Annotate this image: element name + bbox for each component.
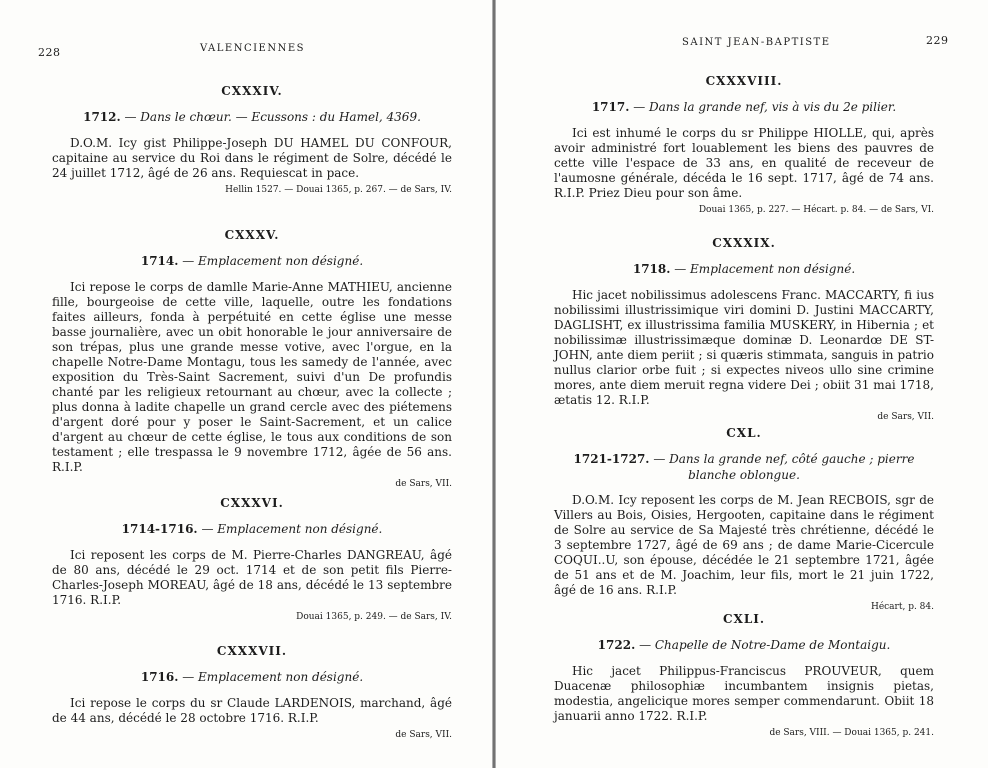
entry-year: 1716.	[140, 670, 179, 684]
entry-source: de Sars, VII.	[395, 729, 452, 740]
left-page	[0, 0, 492, 768]
entry-heading	[52, 254, 452, 270]
entry-number: CXXXVIII.	[705, 74, 783, 88]
entry-number: CXXXVI.	[220, 496, 284, 510]
entry	[52, 496, 452, 622]
entry-body: Ici reposent les corps de M. Pierre-Charles DANGREAU, âgé de 80 ans, décédé le 29 oct. 1714 et de son petit fils Pierre-Charles-Joseph MOREAU, âgé de 18 ans, décédé le 13 septembre 1716. R.I.P.	[52, 547, 452, 607]
entry-body: Ici repose le corps du sr Claude LARDENOIS, marchand, âgé de 44 ans, décédé le 28 octobre 1716. R.I.P.	[52, 695, 452, 725]
entry-location: — Emplacement non désigné.	[197, 522, 383, 536]
entry-heading	[554, 452, 934, 483]
entry-source: de Sars, VII.	[877, 411, 934, 422]
entry-heading	[52, 522, 452, 538]
entry-body: Hic jacet Philippus-Franciscus PROUVEUR, quem Duacenæ philosophiæ incumbantem insignis pietas, modestia, angelicique mores semper commendarunt. Obiit 18 januarii anno 1722. R.I.P.	[554, 663, 934, 723]
running-head: VALENCIENNES	[200, 43, 306, 54]
entry-number: CXL.	[726, 426, 762, 440]
entry-location: — Emplacement non désigné.	[178, 254, 364, 268]
entry-location: — Dans le chœur. — Ecussons : du Hamel, 4369.	[120, 110, 421, 124]
entry-number: CXXXVII.	[216, 644, 288, 658]
entry-body: Ici est inhumé le corps du sr Philippe HIOLLE, qui, après avoir administré fort louablement les biens des pauvres de cette ville l'espace de 33 ans, en qualité de receveur de l'aumosne générale, décéda le 16 sept. 1717, âgé de 74 ans. R.I.P. Priez Dieu pour son âme.	[554, 125, 934, 200]
entry	[554, 74, 934, 215]
entry-location: — Emplacement non désigné.	[178, 670, 364, 684]
entry-location: — Dans la grande nef, côté gauche ; pierre blanche oblongue.	[649, 452, 915, 482]
entry	[554, 426, 934, 612]
entry	[554, 236, 934, 422]
page-number: 228	[38, 46, 61, 59]
entry-source: de Sars, VII.	[395, 478, 452, 489]
entry	[52, 228, 452, 489]
entry-heading	[52, 670, 452, 686]
entry-number: CXXXIV.	[221, 84, 283, 98]
entry-heading	[554, 262, 934, 278]
entry-year: 1714-1716.	[121, 522, 198, 536]
entry-heading	[554, 638, 934, 654]
entry-location: — Dans la grande nef, vis à vis du 2e pilier.	[629, 100, 897, 114]
entry-year: 1714.	[140, 254, 179, 268]
entry-heading	[554, 100, 934, 116]
entry-body: Ici repose le corps de damlle Marie-Anne MATHIEU, ancienne fille, bourgeoise de cette ville, laquelle, outre les fondations faites ailleurs, fonda à perpétuité en cette église une messe basse journalière, avec un obit honorable le jour anniversaire de son trépas, plus une grande messe votive, avec l'orgue, en la chapelle Notre-Dame Montagu, tous les samedy de l'année, avec exposition du Très-Saint Sacrement, suivi d'un De profundis chanté par les religieux retournant au chœur, avec la collecte ; plus donna à ladite chapelle un grand cercle avec des piétemens d'argent doré pour y poser le Saint-Sacrement, et un calice d'argent au chœur de cette église, le tous aux conditions de son testament ; elle trespassa le 9 novembre 1712, âgée de 56 ans. R.I.P.	[52, 279, 452, 474]
entry-source: de Sars, VIII. — Douai 1365, p. 241.	[769, 727, 934, 738]
right-page	[496, 0, 988, 768]
entry	[554, 612, 934, 738]
entry-year: 1721-1727.	[573, 452, 650, 466]
entry-location: — Chapelle de Notre-Dame de Montaigu.	[635, 638, 891, 652]
entry-year: 1712.	[83, 110, 121, 124]
entry	[52, 84, 452, 195]
entry-body: Hic jacet nobilissimus adolescens Franc. MACCARTY, fi ius nobilissimi illustrissimique viri domini D. Justini MACCARTY, DAGLISHT, ex illustrissima familia MUSKERY, in Hibernia ; et nobilissimæ illustrissimæque dominæ D. Leonardœ DE ST-JOHN, ante diem periit ; si quæris stimmata, sanguis in patrio nullus clarior orbe fuit ; si expectes niveos ullo sine crimine mores, ante diem meruit regna videre Dei ; obiit 31 mai 1718, ætatis 12. R.I.P.	[554, 287, 934, 407]
entry-source: Douai 1365, p. 227. — Hécart. p. 84. — de Sars, VI.	[698, 204, 934, 215]
entry-year: 1718.	[632, 262, 671, 276]
entry-heading	[52, 110, 452, 126]
entry-number: CXXXV.	[224, 228, 280, 242]
entry-source: Douai 1365, p. 249. — de Sars, IV.	[296, 611, 452, 622]
running-head: SAINT JEAN-BAPTISTE	[682, 37, 831, 48]
entry	[52, 644, 452, 740]
page-number: 229	[926, 34, 949, 47]
entry-number: CXXXIX.	[712, 236, 776, 250]
entry-location: — Emplacement non désigné.	[670, 262, 856, 276]
entry-body: D.O.M. Icy gist Philippe-Joseph DU HAMEL DU CONFOUR, capitaine au service du Roi dans le régiment de Solre, décédé le 24 juillet 1712, âgé de 26 ans. Requiescat in pace.	[52, 135, 452, 180]
entry-year: 1717.	[591, 100, 630, 114]
entry-source: Hécart, p. 84.	[870, 602, 934, 613]
entry-source: Hellin 1527. — Douai 1365, p. 267. — de Sars, IV.	[225, 184, 452, 195]
entry-year: 1722.	[597, 638, 636, 652]
entry-body: D.O.M. Icy reposent les corps de M. Jean RECBOIS, sgr de Villers au Bois, Oisies, Hergooten, capitaine dans le régiment de Solre au service de Sa Majesté très chrétienne, décédé le 3 septembre 1727, âgé de 69 ans ; de dame Marie-Cicercule COQUI..U, son épouse, décédée le 21 septembre 1721, âgée de 51 ans et de M. Joachim, leur fils, mort le 21 juin 1722, âgé de 16 ans. R.I.P.	[554, 493, 934, 598]
entry-number: CXLI.	[722, 612, 766, 626]
